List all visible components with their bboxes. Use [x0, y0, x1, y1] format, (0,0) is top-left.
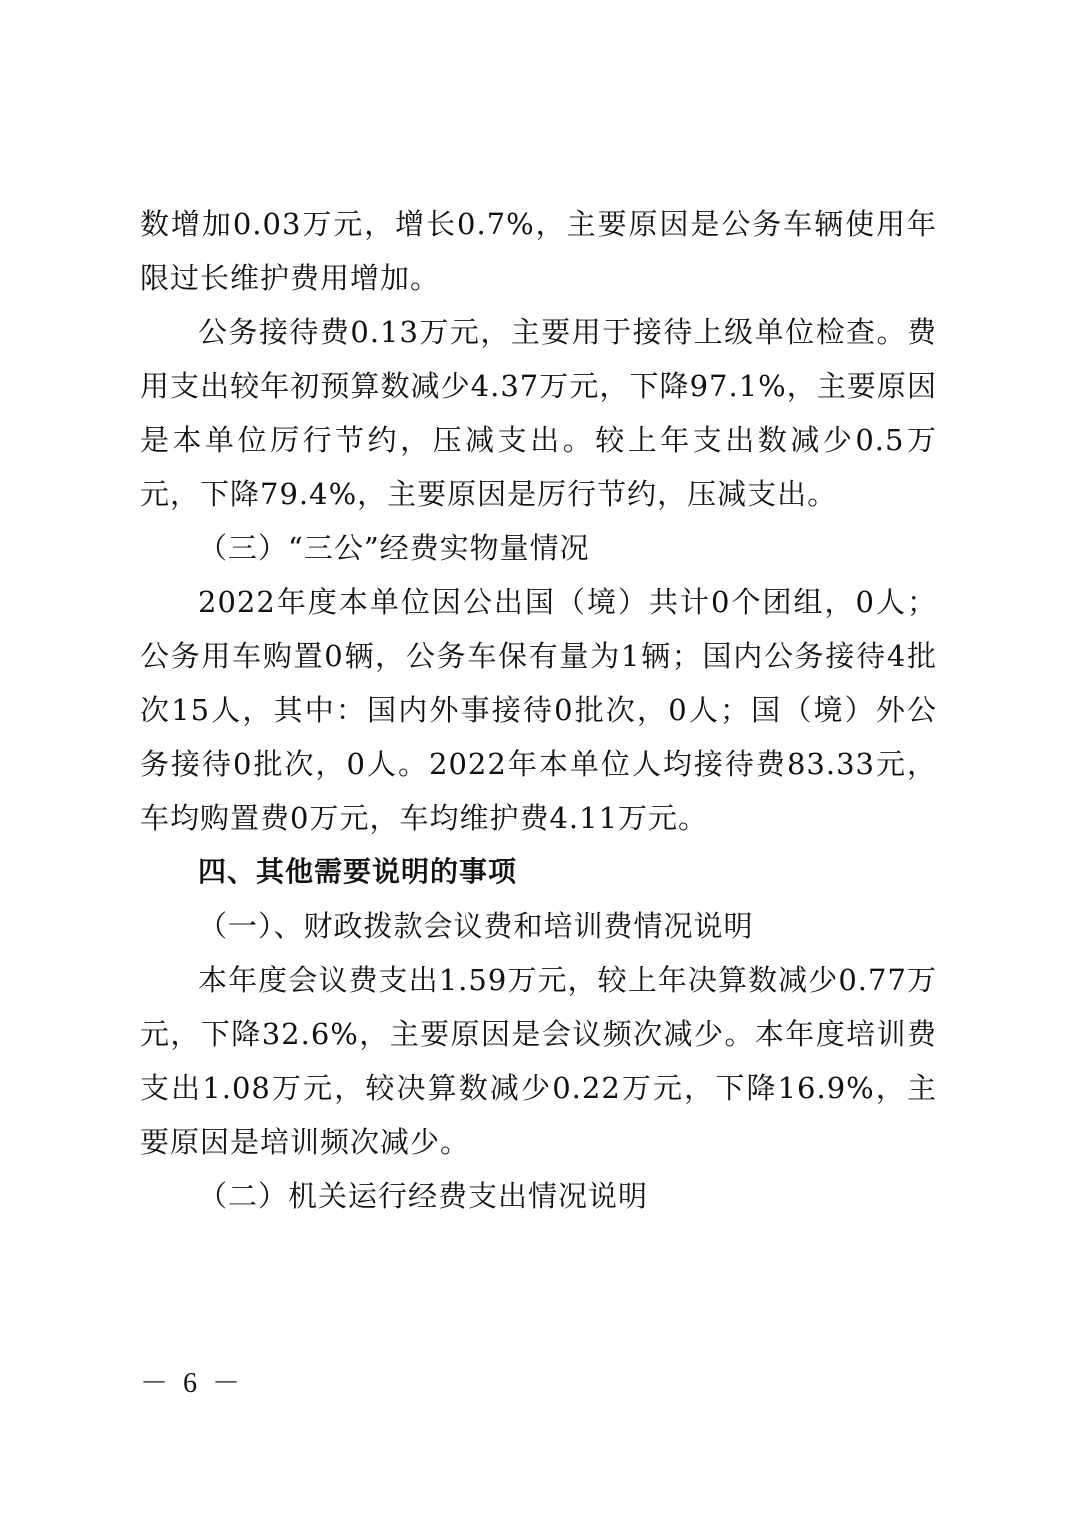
subheading-three-public-physical-quantity: （三）“三公”经费实物量情况 — [198, 531, 590, 565]
page-number: － 6 － — [140, 1368, 245, 1399]
document-body — [140, 197, 937, 1223]
section-heading-other-matters: 四、其他需要说明的事项 — [198, 855, 518, 888]
paragraph-vehicle-maintenance-continued: 数增加0.03万元，增长0.7%，主要原因是公务车辆使用年限过长维护费用增加。 — [140, 207, 937, 295]
paragraph-official-reception: 公务接待费0.13万元，主要用于接待上级单位检查。费用支出较年初预算数减少4.37万元，下降97.1%，主要原因是本单位厉行节约，压减支出。较上年支出数减少0.5万元，下降79.4%，主要原因是厉行节约，压减支出。 — [140, 315, 937, 511]
subheading-meeting-training-fees: （一）、财政拨款会议费和培训费情况说明 — [198, 909, 754, 943]
paragraph-meeting-training-details: 本年度会议费支出1.59万元，较上年决算数减少0.77万元，下降32.6%，主要原因是会议频次减少。本年度培训费支出1.08万元，较决算数减少0.22万元，下降16.9%，主要原因是培训频次减少。 — [140, 963, 937, 1159]
paragraph-physical-quantity-details: 2022年度本单位因公出国（境）共计0个团组，0人；公务用车购置0辆，公务车保有量为1辆；国内公务接待4批次15人，其中：国内外事接待0批次，0人；国（境）外公务接待0批次，0人。2022年本单位人均接待费83.33元，车均购置费0万元，车均维护费4.11万元。 — [140, 585, 937, 835]
subheading-agency-operating-expenses: （二）机关运行经费支出情况说明 — [198, 1179, 649, 1213]
